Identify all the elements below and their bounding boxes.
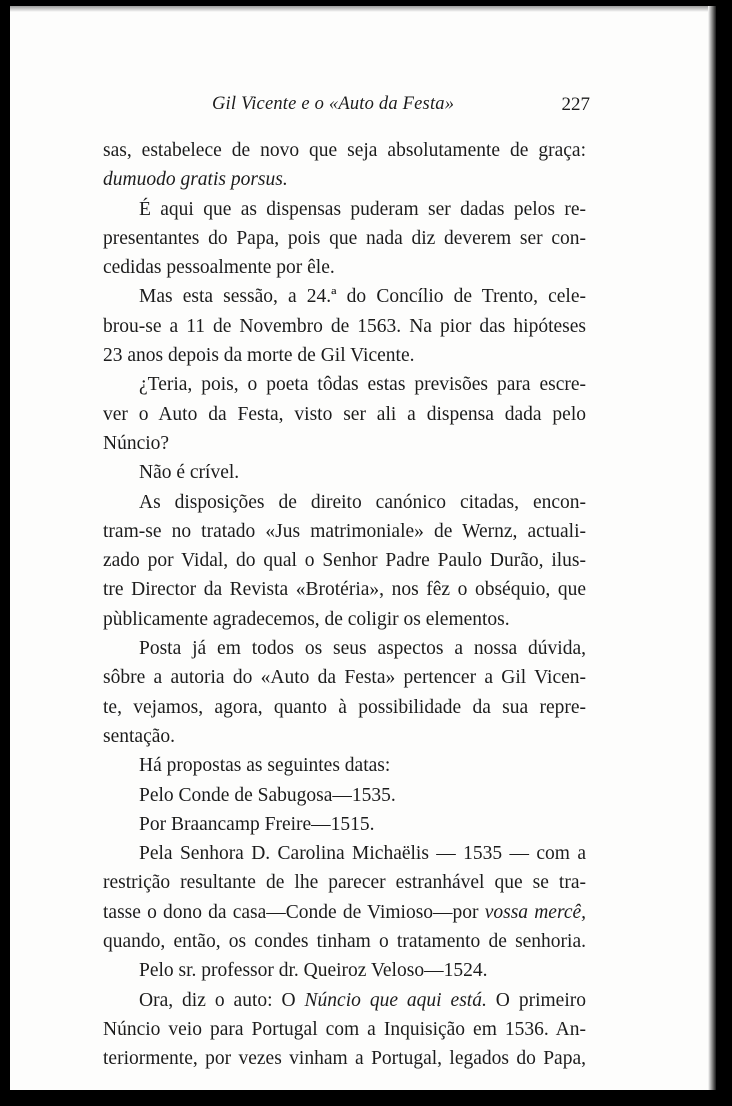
text-line (103, 751, 586, 780)
text-segment: pùblicamente agradecemos, de coligir os elementos. (103, 608, 510, 630)
text-line (103, 956, 586, 985)
text-segment: Pela Senhora D. Carolina Michaëlis — 1535 — com a (139, 843, 586, 865)
scan-edge-top (10, 6, 716, 12)
text-line (103, 839, 586, 868)
text-segment: presentantes do Papa, pois que nada diz deverem ser con- (103, 227, 586, 249)
text-line (103, 458, 586, 487)
text-segment: tre Director da Revista «Brotéria», nos fêz o obséquio, que (103, 579, 586, 601)
page-number: 227 (561, 94, 590, 115)
text-line (103, 575, 586, 604)
text-line (103, 781, 586, 810)
text-segment: brou-se a 11 de Novembro de 1563. Na pior das hipóteses (103, 315, 586, 337)
text-segment: quando, então, os condes tinham o tratamento de senhoria. (103, 931, 586, 953)
text-line (103, 488, 586, 517)
text-line (103, 693, 586, 722)
text-line (103, 195, 586, 224)
text-line (103, 722, 586, 751)
text-line (103, 517, 586, 546)
text-line (103, 868, 586, 897)
scan-edge-right (708, 6, 716, 1090)
text-line (103, 429, 586, 458)
text-line (103, 253, 586, 282)
text-segment: O primeiro (486, 989, 586, 1011)
text-segment: 23 anos depois da morte de Gil Vicente. (103, 345, 415, 367)
text-segment: Não é crível. (139, 462, 240, 484)
text-segment: Mas esta sessão, a 24.ª do Concílio de Trento, cele- (139, 286, 586, 308)
text-line (103, 898, 586, 927)
text-segment: É aqui que as dispensas puderam ser dadas pelos re- (139, 198, 586, 220)
text-segment: ver o Auto da Festa, visto ser ali a dispensa dada pelo (103, 403, 586, 425)
text-line (103, 986, 586, 1015)
text-segment: Há propostas as seguintes datas: (139, 755, 391, 777)
text-line (103, 282, 586, 311)
text-segment: Núncio? (103, 432, 170, 454)
text-line (103, 1044, 586, 1073)
running-title: Gil Vicente e o «Auto da Festa» (212, 94, 455, 114)
text-segment: tram-se no tratado «Jus matrimoniale» de Wernz, actuali- (103, 520, 586, 542)
text-line (103, 370, 586, 399)
text-segment: tasse o dono da casa—Conde de Vimioso—por (103, 901, 485, 923)
text-line (103, 605, 586, 634)
book-page (10, 6, 716, 1090)
text-segment: Ora, diz o auto: O (139, 989, 305, 1011)
text-line (103, 927, 586, 956)
page-header (110, 90, 590, 120)
text-line (103, 165, 586, 194)
text-line (103, 634, 586, 663)
text-segment: te, vejamos, agora, quanto à possibilidade da sua repre- (103, 696, 586, 718)
text-segment: ¿Teria, pois, o poeta tôdas estas previsões para escre- (139, 374, 586, 396)
text-segment: zado por Vidal, do qual o Senhor Padre Paulo Durão, ilus- (103, 550, 586, 572)
text-segment: Pelo Conde de Sabugosa—1535. (139, 784, 396, 806)
text-segment: sôbre a autoria do «Auto da Festa» pertencer a Gil Vicen- (103, 667, 586, 689)
text-line (103, 810, 586, 839)
text-segment: restrição resultante de lhe parecer estranhável que se tra- (103, 872, 586, 894)
text-line (103, 400, 586, 429)
text-segment: cedidas pessoalmente por êle. (103, 257, 335, 279)
text-line (103, 546, 586, 575)
text-line (103, 312, 586, 341)
text-line (103, 1015, 586, 1044)
text-segment: Núncio veio para Portugal com a Inquisição em 1536. An- (103, 1018, 586, 1040)
text-segment: Por Braancamp Freire—1515. (139, 813, 375, 835)
text-segment: Posta já em todos os seus aspectos a nossa dúvida, (139, 638, 586, 660)
text-line (103, 224, 586, 253)
italic-text: Núncio que aqui está. (304, 989, 487, 1011)
text-line (103, 341, 586, 370)
text-line (103, 136, 586, 165)
text-segment: sentação. (103, 725, 176, 747)
text-segment: Pelo sr. professor dr. Queiroz Veloso—1524. (139, 960, 488, 982)
text-segment: As disposições de direito canónico citadas, encon- (139, 491, 586, 513)
text-line (103, 663, 586, 692)
text-segment: sas, estabelece de novo que seja absolutamente de graça: (103, 140, 586, 161)
italic-text: dumuodo gratis porsus. (103, 169, 288, 191)
italic-text: vossa mercê, (484, 901, 587, 923)
body-text (103, 136, 586, 1074)
text-segment: teriormente, por vezes vinham a Portugal, legados do Papa, (103, 1048, 586, 1070)
